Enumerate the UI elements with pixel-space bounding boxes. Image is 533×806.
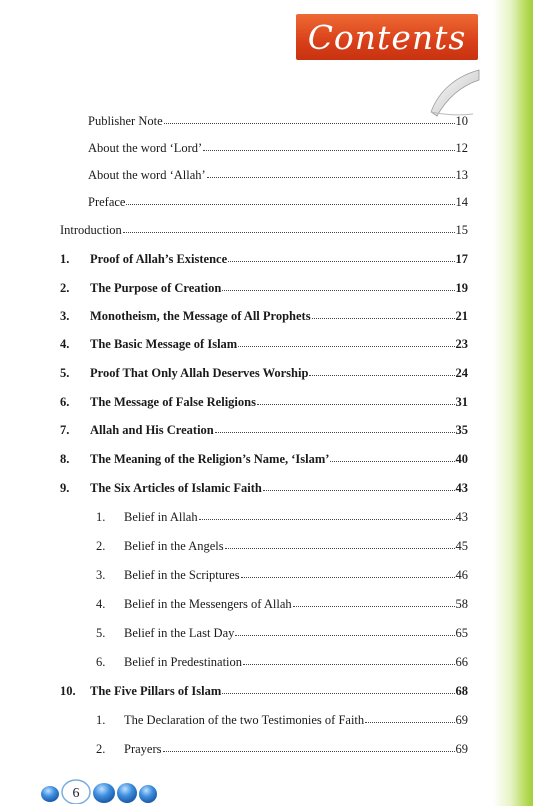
- toc-entry-chapter-6[interactable]: 6. The Message of False Religions 31: [60, 395, 468, 409]
- leader-dots: [163, 741, 455, 752]
- toc-entry-chapter-2[interactable]: 2. The Purpose of Creation 19: [60, 281, 468, 295]
- toc-entry-chapter-8[interactable]: 8. The Meaning of the Religion’s Name, ‘Islam’ 40: [60, 452, 468, 466]
- leader-dots: [330, 451, 454, 462]
- leader-dots: [235, 625, 454, 636]
- toc-subentry-belief-scriptures[interactable]: 3. Belief in the Scriptures 46: [96, 568, 468, 582]
- leader-dots: [215, 422, 455, 433]
- toc-entry-chapter-5[interactable]: 5. Proof That Only Allah Deserves Worship 24: [60, 366, 468, 380]
- toc-entry-chapter-4[interactable]: 4. The Basic Message of Islam 23: [60, 337, 468, 351]
- toc-subentry-belief-angels[interactable]: 2. Belief in the Angels 45: [96, 539, 468, 553]
- toc-entry-chapter-9[interactable]: 9. The Six Articles of Islamic Faith 43: [60, 481, 468, 495]
- leader-dots: [199, 509, 455, 520]
- toc-entry-preface[interactable]: Preface 14: [88, 195, 468, 209]
- leader-dots: [222, 280, 454, 291]
- toc-entry-about-allah[interactable]: About the word ‘Allah’ 13: [88, 168, 468, 182]
- toc-entry-chapter-7[interactable]: 7. Allah and His Creation 35: [60, 423, 468, 437]
- leader-dots: [203, 140, 454, 151]
- leader-dots: [126, 194, 454, 205]
- leader-dots: [293, 596, 455, 607]
- leader-dots: [263, 480, 455, 491]
- toc-subentry-declaration[interactable]: 1. The Declaration of the two Testimonies of Faith 69: [96, 713, 468, 727]
- leader-dots: [238, 336, 454, 347]
- blue-bubble-icon: [41, 786, 59, 802]
- toc-subentry-belief-predestination[interactable]: 6. Belief in Predestination 66: [96, 655, 468, 669]
- page-number-footer: [40, 778, 180, 804]
- page-title: Contents: [307, 17, 467, 57]
- toc-entry-chapter-10[interactable]: 10. The Five Pillars of Islam 68: [60, 684, 468, 698]
- leader-dots: [243, 654, 454, 665]
- leader-dots: [207, 167, 455, 178]
- leader-dots: [228, 251, 454, 262]
- toc-subentry-belief-allah[interactable]: 1. Belief in Allah 43: [96, 510, 468, 524]
- toc-entry-chapter-3[interactable]: 3. Monotheism, the Message of All Prophets 21: [60, 309, 468, 323]
- toc-subentry-belief-messengers[interactable]: 4. Belief in the Messengers of Allah 58: [96, 597, 468, 611]
- blue-bubble-icon: [93, 783, 115, 803]
- blue-bubble-icon: [139, 785, 157, 803]
- toc-entry-introduction[interactable]: Introduction 15: [60, 223, 468, 237]
- blue-bubble-icon: [117, 783, 137, 803]
- leader-dots: [241, 567, 455, 578]
- leader-dots: [312, 308, 455, 319]
- leader-dots: [164, 113, 455, 124]
- leader-dots: [365, 712, 454, 723]
- page-number: 6: [72, 786, 80, 801]
- toc-subentry-prayers[interactable]: 2. Prayers 69: [96, 742, 468, 756]
- leader-dots: [309, 365, 454, 376]
- leader-dots: [123, 222, 455, 233]
- toc-subentry-belief-last-day[interactable]: 5. Belief in the Last Day 65: [96, 626, 468, 640]
- leader-dots: [257, 394, 455, 405]
- leader-dots: [222, 683, 454, 694]
- toc-entry-chapter-1[interactable]: 1. Proof of Allah’s Existence 17: [60, 252, 468, 266]
- toc-entry-about-lord[interactable]: About the word ‘Lord’ 12: [88, 141, 468, 155]
- toc-entry-publisher-note[interactable]: Publisher Note 10: [88, 114, 468, 128]
- leader-dots: [225, 538, 455, 549]
